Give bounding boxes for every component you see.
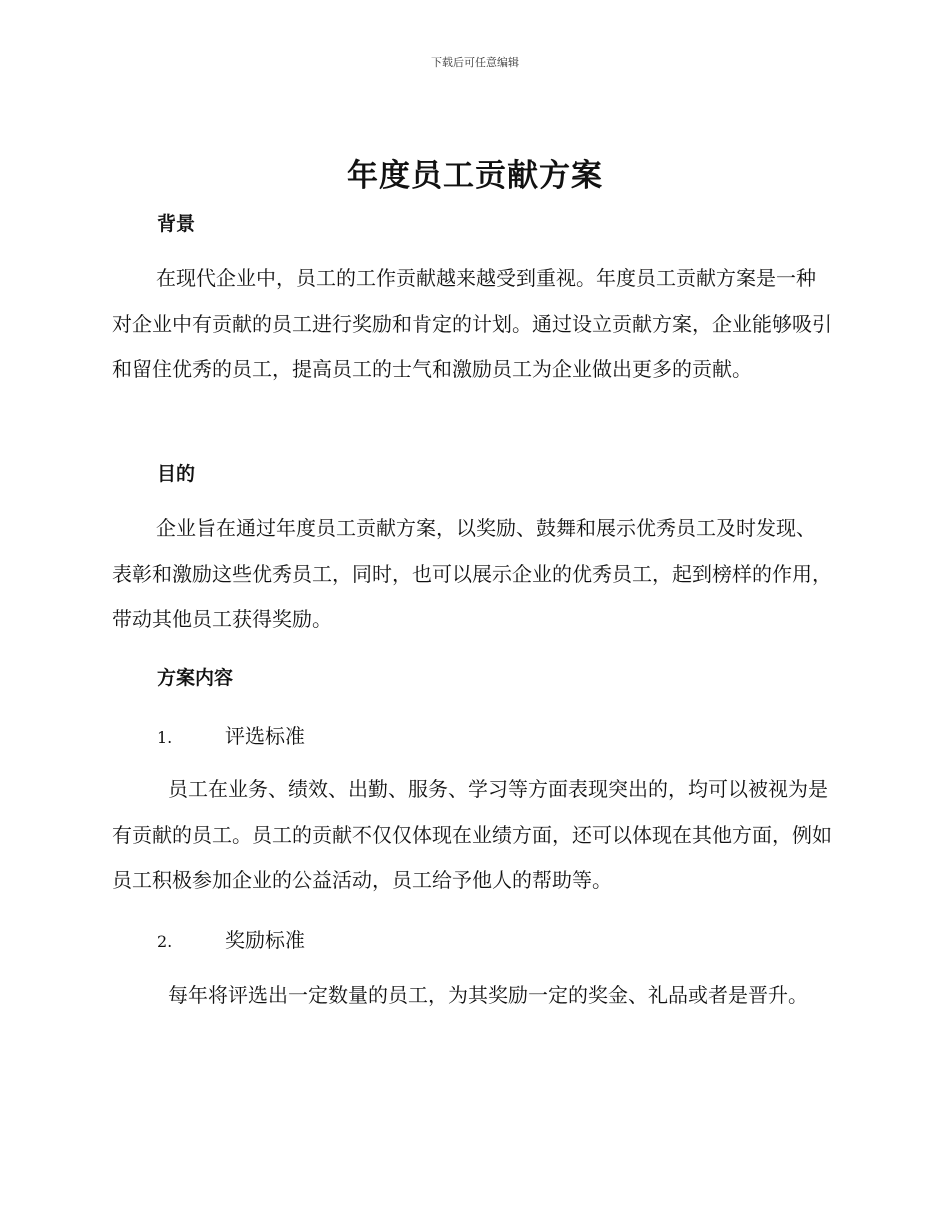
paragraph-purpose: 企业旨在通过年度员工贡献方案，以奖励、鼓舞和展示优秀员工及时发现、表彰和激励这些优秀员工，同时，也可以展示企业的优秀员工，起到榜样的作用，带动其他员工获得奖励。 <box>112 516 832 631</box>
section-heading-background: 背景 <box>157 213 196 235</box>
list-number: 1. <box>157 728 173 747</box>
paragraph-selection-criteria: 员工在业务、绩效、出勤、服务、学习等方面表现突出的，均可以被视为是有贡献的员工。员工的贡献不仅仅体现在业绩方面，还可以体现在其他方面，例如员工积极参加企业的公益活动，员工给予他人的帮助等。 <box>112 777 832 892</box>
section-heading-content: 方案内容 <box>157 667 234 689</box>
list-number: 2. <box>157 932 173 951</box>
paragraph-background: 在现代企业中，员工的工作贡献越来越受到重视。年度员工贡献方案是一种对企业中有贡献的员工进行奖励和肯定的计划。通过设立贡献方案，企业能够吸引和留住优秀的员工，提高员工的士气和激励员工为企业做出更多的贡献。 <box>112 266 832 381</box>
section-heading-purpose: 目的 <box>157 463 196 485</box>
list-item-2 <box>157 924 305 953</box>
paragraph-reward-criteria: 每年将评选出一定数量的员工，为其奖励一定的奖金、礼品或者是晋升。 <box>168 983 808 1007</box>
list-item-1 <box>157 720 305 749</box>
list-label: 奖励标准 <box>225 928 305 952</box>
header-note: 下载后可任意编辑 <box>431 56 519 69</box>
document-title: 年度员工贡献方案 <box>347 158 603 194</box>
list-label: 评选标准 <box>225 724 305 748</box>
